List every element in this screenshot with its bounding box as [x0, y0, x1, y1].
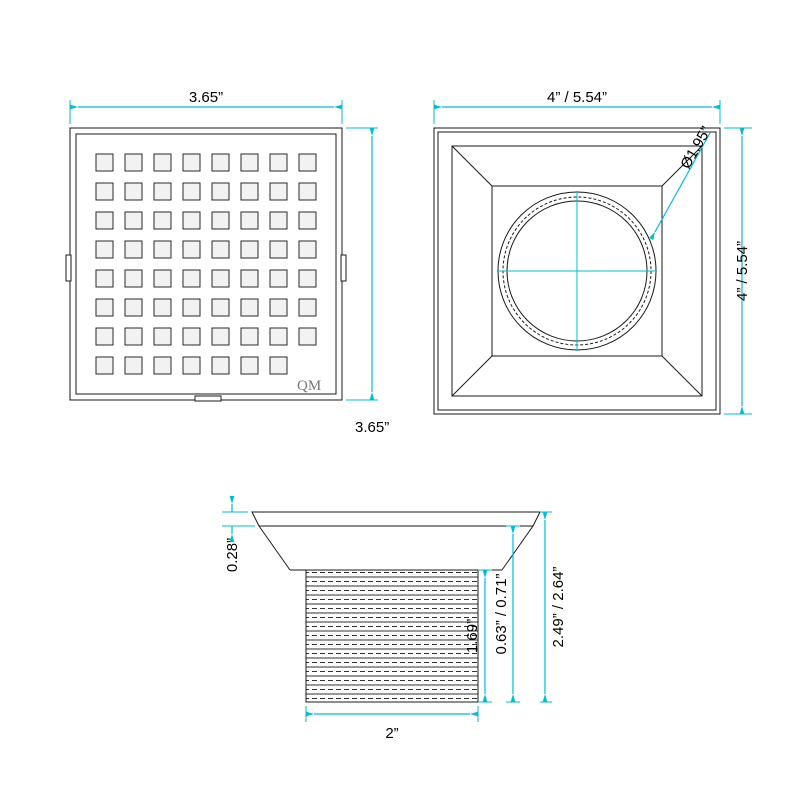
- dimension-overall-height-label: 2.49” / 2.64”: [550, 566, 567, 648]
- dimension-body-height-label: 4” / 5.54”: [734, 240, 751, 302]
- dimension-body-depth-range-label: 0.63” / 0.71”: [493, 573, 510, 655]
- dimension-top-width-label: 3.65”: [188, 89, 224, 106]
- body-top-view: [434, 128, 720, 414]
- dimension-outlet-width-label: 2”: [385, 725, 399, 742]
- dimension-flange-thickness: [222, 504, 255, 572]
- dimension-top-height-label: 3.65”: [355, 419, 390, 436]
- dimension-body-width-label: 4” / 5.54”: [546, 89, 608, 106]
- dimension-body-depth-range: [493, 526, 520, 702]
- dimension-overall-height: [540, 512, 567, 702]
- brand-logo-text: QM: [297, 378, 322, 394]
- dimension-outlet-diameter-label: Ø1.95”: [677, 123, 715, 172]
- dimension-top-width: [70, 89, 342, 124]
- dimension-body-height: [724, 128, 752, 414]
- dimension-flange-thickness-label: 0.28”: [224, 537, 241, 573]
- dimension-thread-length-label: 1.69”: [464, 618, 481, 654]
- dimension-outlet-width: [306, 706, 478, 742]
- dimension-body-width: [434, 89, 720, 124]
- dimension-top-height: [346, 128, 389, 436]
- grate-face-view: [66, 128, 346, 401]
